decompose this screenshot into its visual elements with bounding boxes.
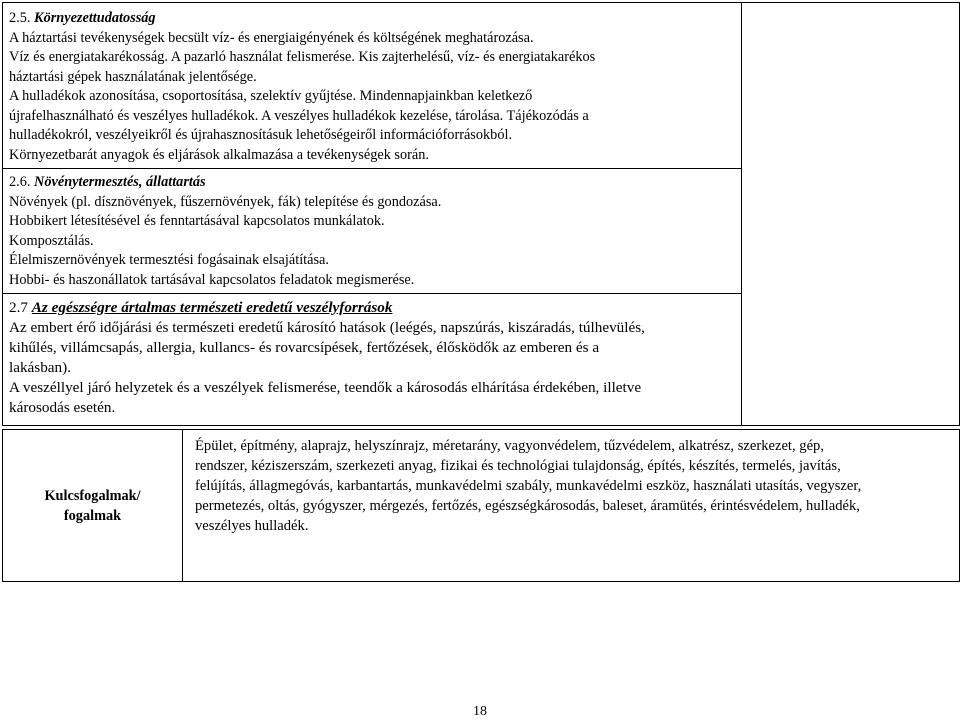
content-cell xyxy=(3,3,742,426)
kulcsfogalmak-list-cell xyxy=(183,430,960,582)
section-title: 2.5. Környezettudatosság xyxy=(9,10,156,26)
text-line: lakásban). xyxy=(9,359,71,376)
text-line: háztartási gépek használatának jelentősége. xyxy=(9,68,257,85)
keyword-line: felújítás, állagmegóvás, karbantartás, munkavédelmi szabály, munkavédelmi eszköz, használati utasítás, vegyszer, xyxy=(195,478,862,494)
keyword-line: Épület, építmény, alaprajz, helyszínrajz, méretarány, vagyonvédelem, tűzvédelem, alkatrész, szerkezet, gép, xyxy=(195,438,824,454)
text-line: Hobbikert létesítésével és fenntartásával kapcsolatos munkálatok. xyxy=(9,213,385,229)
text-line: Környezetbarát anyagok és eljárások alkalmazása a tevékenységek során. xyxy=(9,146,429,163)
text-line: Víz és energiatakarékosság. A pazarló használat felismerése. Kis zajterhelésű, víz- és energiatakarékos xyxy=(9,49,596,65)
text-line: A háztartási tevékenységek becsült víz- és energiaigényének és költségének meghatározása. xyxy=(9,29,534,46)
text-line: újrafelhasználható és veszélyes hulladékok. A veszélyes hulladékok kezelése, tárolása. Tájékozódás a xyxy=(9,107,589,124)
text-line: A veszéllyel járó helyzetek és a veszélyek felismerése, teendők a károsodás elhárítása érdekében, illetve xyxy=(9,379,642,396)
kulcsfogalmak-label: Kulcsfogalmak/ fogalmak xyxy=(44,487,141,524)
section-divider xyxy=(3,168,741,169)
page-number: 18 xyxy=(473,704,487,719)
text-line: A hulladékok azonosítása, csoportosítása, szelektív gyűjtése. Mindennapjainkban keletkező xyxy=(9,88,533,104)
section-divider xyxy=(3,293,741,294)
kulcsfogalmak-label-cell xyxy=(3,430,183,582)
content-table xyxy=(2,2,960,426)
keyword-line: veszélyes hulladék. xyxy=(195,518,309,534)
text-line: Az embert érő időjárási és természeti eredetű károsító hatások (leégés, napszúrás, kiszáradás, túlhevülés, xyxy=(9,319,645,336)
kulcsfogalmak-table xyxy=(2,429,960,582)
keyword-line: rendszer, kéziszerszám, szerkezeti anyag, fizikai és technológiai tulajdonság, építés, készítés, termelés, javítás, xyxy=(195,458,841,474)
keyword-line: permetezés, oltás, gyógyszer, mérgezés, fertőzés, egészségkárosodás, baleset, áramütés, érintésvédelem, hulladék, xyxy=(195,498,860,514)
text-line: Komposztálás. xyxy=(9,232,94,249)
empty-right-cell xyxy=(742,3,960,426)
text-line: Növények (pl. dísznövények, fűszernövények, fák) telepítése és gondozása. xyxy=(9,193,442,210)
section-2-7 xyxy=(9,298,735,418)
section-title: 2.7 Az egészségre ártalmas természeti eredetű veszélyforrások xyxy=(9,299,393,316)
text-line: Hobbi- és haszonállatok tartásával kapcsolatos feladatok megismerése. xyxy=(9,271,415,288)
text-line: károsodás esetén. xyxy=(9,399,116,416)
section-title: 2.6. Növénytermesztés, állattartás xyxy=(9,174,206,190)
text-line: kihűlés, villámcsapás, allergia, kullancs- és rovarcsípések, fertőzések, élősködők az emberen és a xyxy=(9,339,600,356)
text-line: hulladékokról, veszélyeikről és újrahasznosításuk lehetőségeiről információforrásokból. xyxy=(9,127,513,143)
section-2-6 xyxy=(9,173,735,290)
section-2-5 xyxy=(9,9,735,165)
text-line: Élelmiszernövények termesztési fogásainak elsajátítása. xyxy=(9,252,329,268)
